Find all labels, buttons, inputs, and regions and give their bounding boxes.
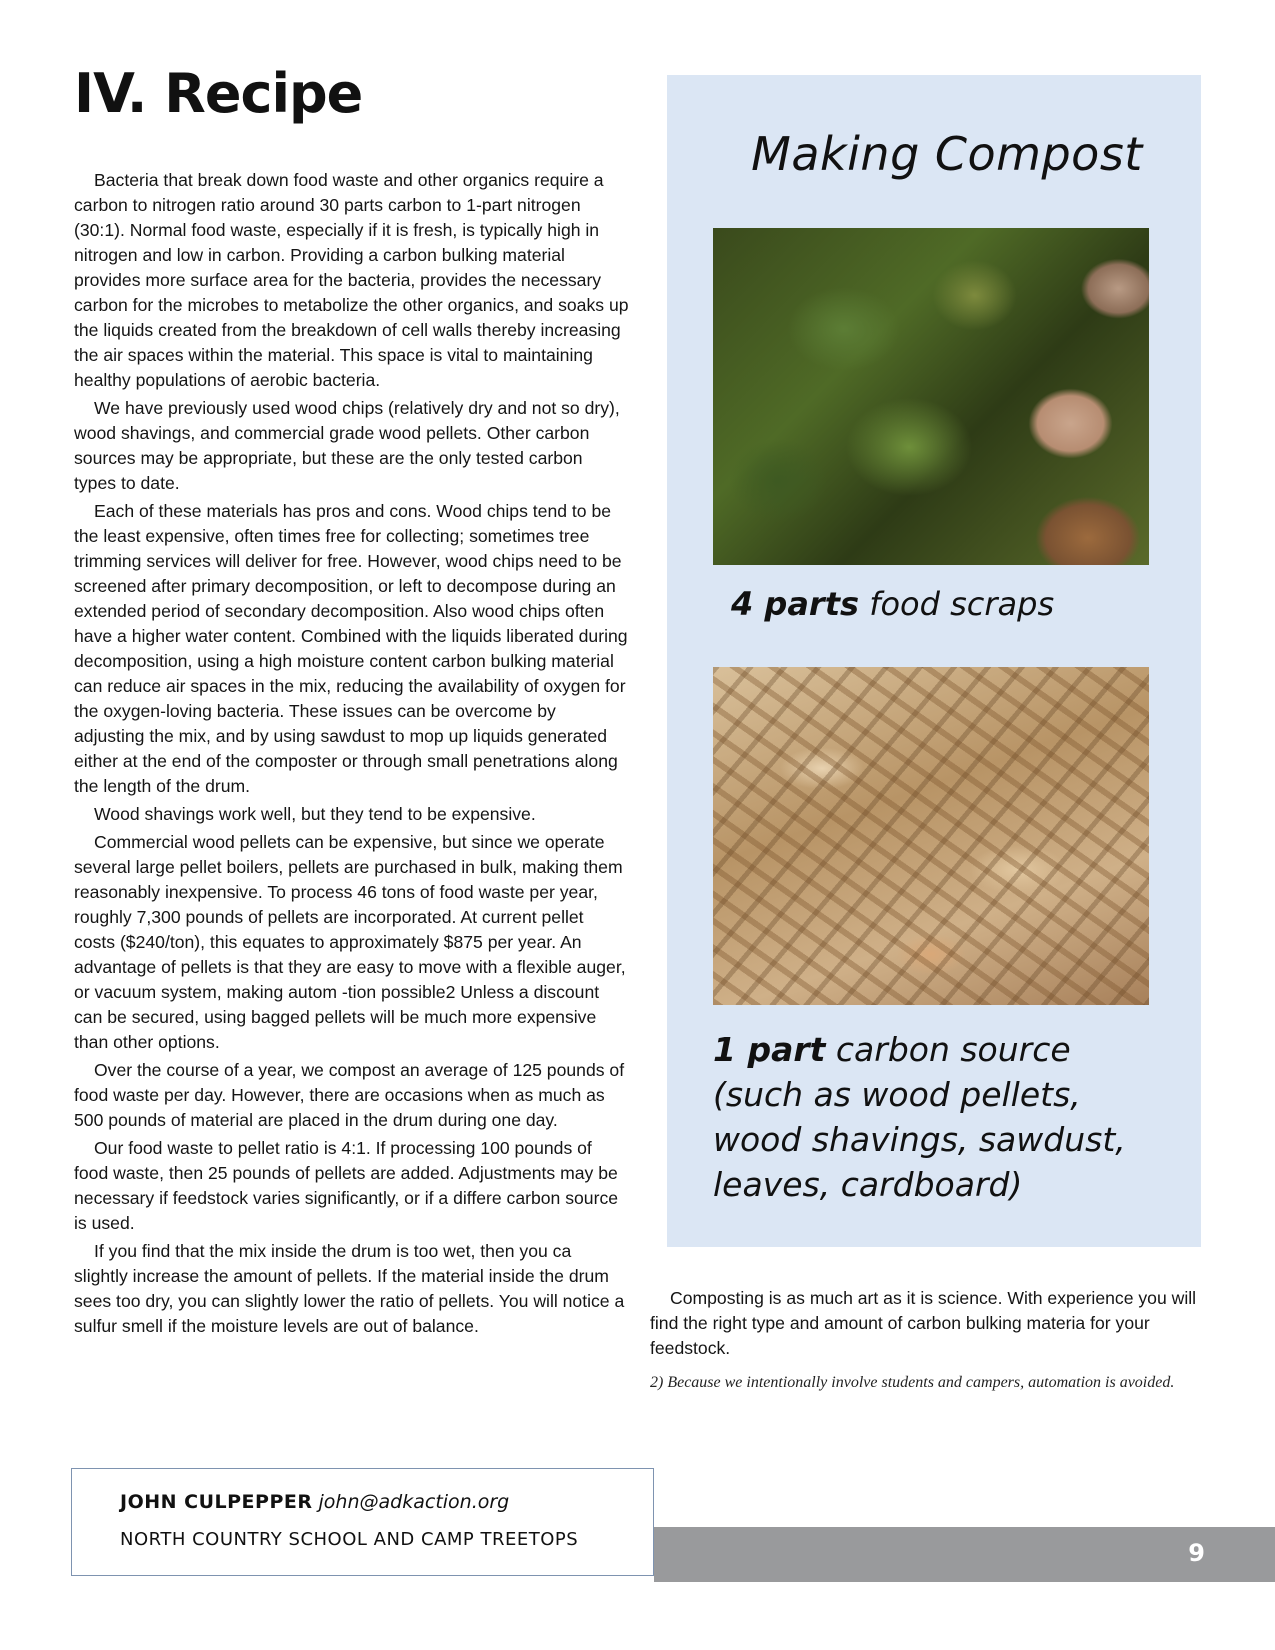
body-paragraph: Over the course of a year, we compost an average of 125 pounds of food waste per day. However, there are occasions when as much as 500 pounds of material are placed in the drum during one day.	[74, 1060, 625, 1130]
carbon-source-caption	[713, 1027, 1173, 1207]
footer-bar	[654, 1527, 1275, 1582]
author-box	[71, 1468, 654, 1576]
author-organization: NORTH COUNTRY SCHOOL AND CAMP TREETOPS	[120, 1529, 579, 1550]
page-title: IV. Recipe	[74, 62, 363, 125]
author-name: JOHN CULPEPPER	[120, 1491, 313, 1513]
body-paragraph: Bacteria that break down food waste and other organics require a carbon to nitrogen ratio around 30 parts carbon to 1-part nitrogen (30:1). Normal food waste, especially if it is fresh, is typically high in nitrogen and low in carbon. Providing a carbon bulking material provides more surface area for the bacteria, provides the necessary carbon for the microbes to metabolize the other organics, and soaks up the liquids created from the breakdown of cell walls thereby increasing the air spaces within the material. This space is vital to maintaining healthy populations of aerobic bacteria.	[74, 170, 629, 390]
food-scraps-caption	[731, 585, 1054, 623]
carbon-examples-note: (such as wood pellets, wood shavings, sawdust, leaves, cardboard)	[713, 1075, 1126, 1204]
page-number: 9	[1188, 1539, 1205, 1567]
footnote: 2) Because we intentionally involve students and campers, automation is avoided.	[650, 1374, 1175, 1391]
food-parts-label: 4 parts	[731, 585, 860, 623]
wood-chips-photo	[713, 667, 1149, 1005]
body-paragraph: Our food waste to pellet ratio is 4:1. If processing 100 pounds of food waste, then 25 pounds of pellets are added. Adjustments may be necessary if feedstock varies significantly, or if a differe carbon source is used.	[74, 1138, 619, 1233]
body-paragraph: Wood shavings work well, but they tend to be expensive.	[94, 804, 536, 824]
body-text	[74, 168, 629, 1342]
food-scraps-label: food scraps	[859, 585, 1055, 623]
author-email: john@adkaction.org	[318, 1491, 510, 1513]
food-scraps-photo	[713, 228, 1149, 565]
closing-paragraph: Composting is as much art as it is science. With experience you will find the right type and amount of carbon bulking materia for your feedstock.	[650, 1288, 1197, 1358]
making-compost-sidebar	[667, 75, 1201, 1247]
body-paragraph: Commercial wood pellets can be expensive, but since we operate several large pellet boilers, pellets are purchased in bulk, making them reasonably inexpensive. To process 46 tons of food waste per year, roughly 7,300 pounds of pellets are incorporated. At current pellet costs ($240/ton), this equates to approximately $875 per year. An advantage of pellets is that they are easy to move with a flexible auger, or vacuum system, making autom -tion possible2 Unless a discount can be secured, using bagged pellets will be much more expensive than other options.	[74, 832, 626, 1052]
body-paragraph: If you find that the mix inside the drum is too wet, then you ca slightly increase the amount of pellets. If the material inside the drum sees too dry, you can slightly lower the ratio of pellets. You will notice a sulfur smell if the moisture levels are out of balance.	[74, 1241, 625, 1336]
carbon-source-label: carbon source	[825, 1030, 1071, 1069]
carbon-parts-label: 1 part	[713, 1030, 826, 1069]
body-paragraph: Each of these materials has pros and cons. Wood chips tend to be the least expensive, often times free for collecting; sometimes tree trimming services will deliver for free. However, wood chips need to be screened after primary decomposition, or left to decompose during an extended period of secondary decomposition. Also wood chips often have a higher water content. Combined with the liquids liberated during decomposition, using a high moisture content carbon bulking material can reduce air spaces in the mix, reducing the availability of oxygen for the oxygen-loving bacteria. These issues can be overcome by adjusting the mix, and by using sawdust to mop up liquids generated either at the end of the composter or through small penetrations along the length of the drum.	[74, 501, 628, 796]
sidebar-heading: Making Compost	[751, 127, 1143, 181]
body-paragraph: We have previously used wood chips (relatively dry and not so dry), wood shavings, and commercial grade wood pellets. Other carbon sources may be appropriate, but these are the only tested carbon types to date.	[74, 398, 620, 493]
author-line	[120, 1491, 509, 1513]
